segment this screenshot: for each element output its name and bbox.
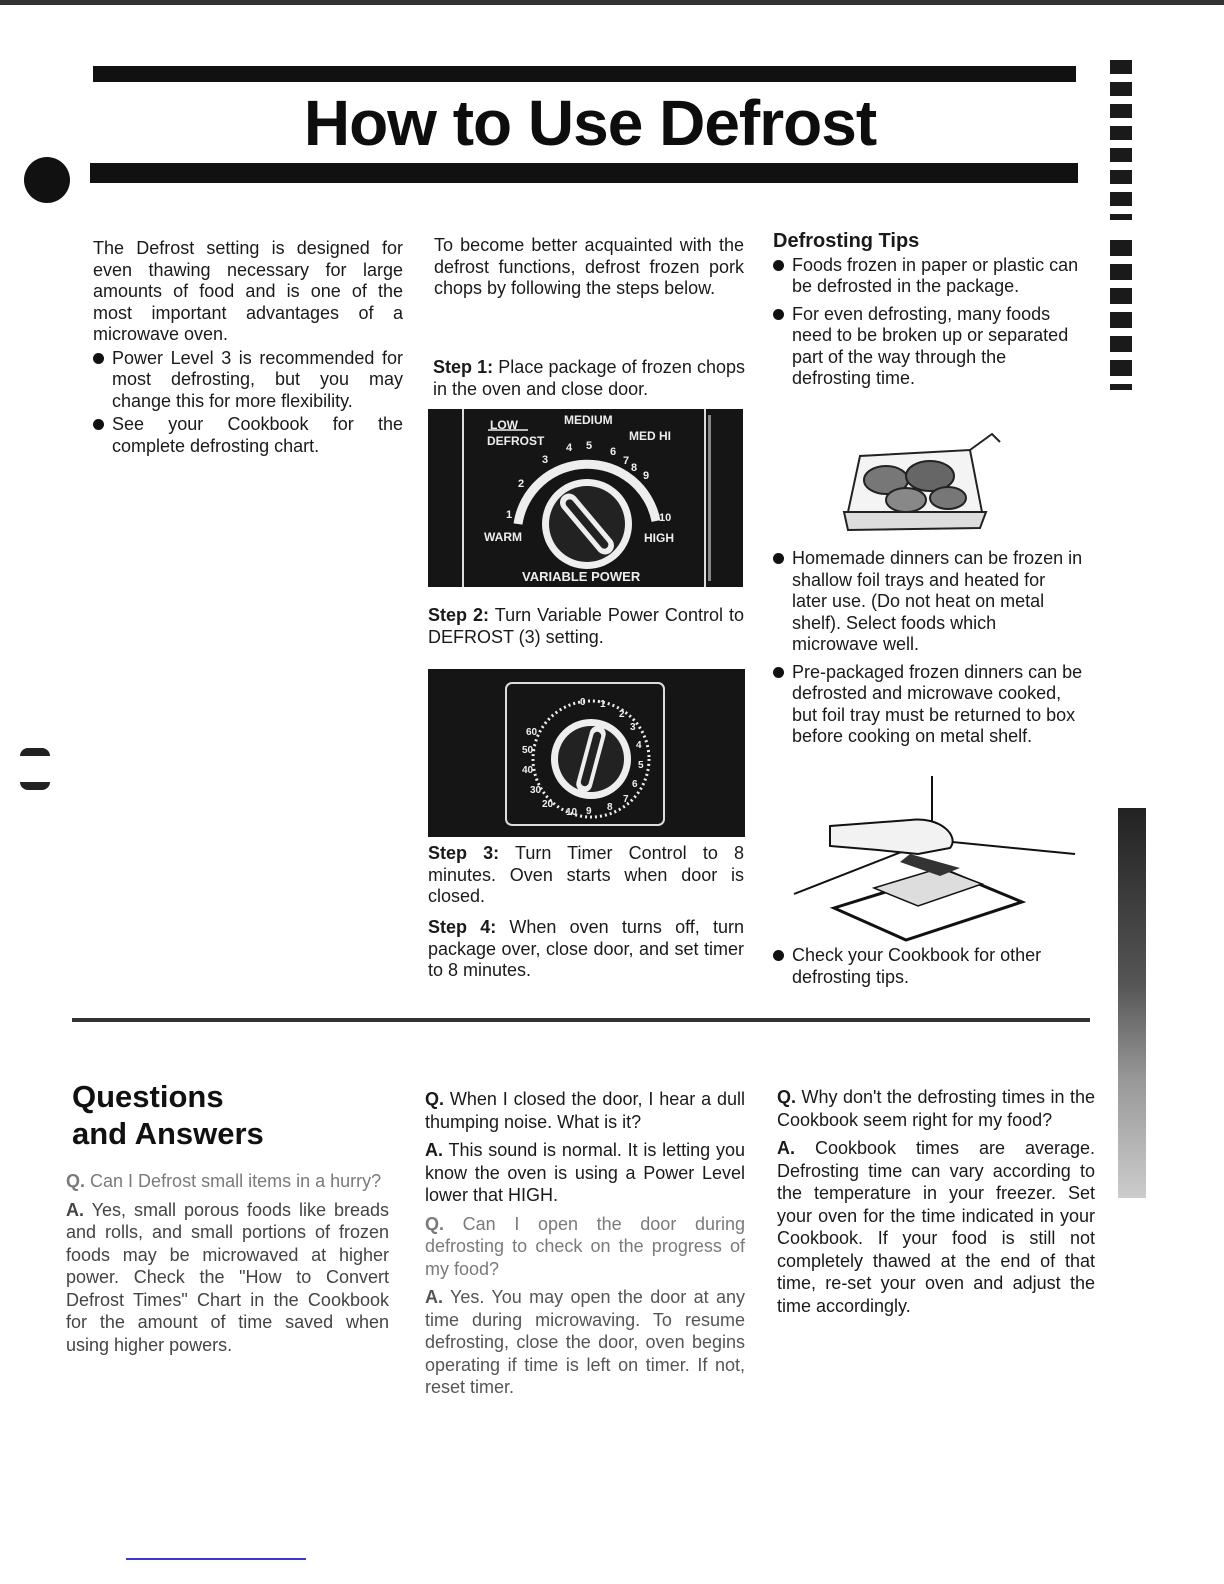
- qa-column-3: [777, 1086, 1095, 1323]
- bullet-icon: [93, 353, 104, 364]
- step-4-text: When oven turns off, turn package over, close door, and set timer to 8 minutes.: [428, 917, 744, 980]
- binder-mark: [20, 748, 50, 756]
- dial-number: 4: [566, 442, 573, 454]
- qa-a-prefix: A.: [66, 1199, 84, 1220]
- tips-bottom: [773, 548, 1083, 748]
- tip-item: [773, 255, 1083, 298]
- tips-final: [773, 945, 1083, 988]
- timer-number: 5: [638, 760, 644, 771]
- header-bar-top: [93, 66, 1076, 82]
- qa-column-2: [425, 1088, 745, 1405]
- timer-number: 20: [542, 799, 554, 810]
- dial-number: 5: [586, 440, 593, 452]
- steps-intro-text: To become better acquainted with the defrost functions, defrost frozen pork chops by following the steps below.: [434, 235, 744, 298]
- bullet-icon: [773, 553, 784, 564]
- qa-question-text: Why don't the defrosting times in the Cookbook seem right for my food?: [777, 1087, 1095, 1130]
- qa-answer-text: Cookbook times are average. Defrosting time can vary according to the temperature in your freezer. Set your oven for the time indicated in your Cookbook. If your food is still not completely thawed at the end of that time, re-set your oven and adjust the time accordingly.: [777, 1138, 1095, 1316]
- steps-intro: [434, 235, 744, 300]
- dial-number: 10: [659, 512, 672, 524]
- timer-number: 7: [623, 794, 629, 805]
- qa-q-prefix: Q.: [66, 1171, 86, 1191]
- dial-number: 8: [631, 462, 638, 474]
- timer-number: 2: [619, 709, 625, 720]
- tip-item: [773, 662, 1083, 748]
- intro-paragraph: The Defrost setting is designed for even thawing necessary for large amounts of food and is one of the most important advantages of a microwave oven.: [93, 238, 403, 344]
- tip-item: [773, 304, 1083, 390]
- step-1-text: Place package of frozen chops in the oven and close door.: [433, 357, 745, 399]
- qa-answer: [777, 1137, 1095, 1317]
- dial-number: 7: [623, 455, 630, 467]
- qa-question: [425, 1213, 745, 1281]
- section-divider: [72, 1018, 1090, 1022]
- bullet-icon: [773, 309, 784, 320]
- edge-tab-mark: [1110, 60, 1132, 220]
- edge-tab-mark: [1118, 808, 1146, 1198]
- timer-number: 10: [566, 807, 578, 818]
- variable-power-dial-illustration: [428, 409, 743, 587]
- qa-question-text: Can I Defrost small items in a hurry?: [90, 1171, 382, 1191]
- dial-label-med-hi: MED HI: [629, 429, 671, 443]
- timer-number: 40: [522, 765, 534, 776]
- intro-bullet-text: Power Level 3 is recommended for most defrosting, but you may change this for more flexibility.: [112, 347, 403, 411]
- qa-a-prefix: A.: [425, 1140, 443, 1160]
- dial-label-warm: WARM: [484, 530, 522, 544]
- page-title: How to Use Defrost: [303, 87, 877, 159]
- step-1-label: Step 1:: [433, 357, 494, 377]
- header-bar-bottom: [90, 163, 1078, 183]
- dial-number: 9: [643, 470, 650, 482]
- binder-mark: [20, 782, 50, 790]
- step-2-label: Step 2:: [428, 605, 490, 625]
- qa-a-prefix: A.: [777, 1138, 795, 1158]
- qa-answer: [425, 1139, 745, 1207]
- intro-bullet: [93, 348, 403, 413]
- step-2: [428, 605, 744, 648]
- dial-label-defrost: DEFROST: [487, 434, 545, 448]
- qa-answer-text: Yes, small porous foods like breads and rolls, and small portions of frozen foods may be microwaved at higher power. Check the "How to Convert Defrost Times" Chart in the Cookbook for the amount of time saved when using higher powers.: [66, 1199, 389, 1355]
- qa-question: [66, 1170, 389, 1193]
- pork-chops-tray-illustration: [842, 420, 1012, 542]
- timer-number: 30: [530, 785, 542, 796]
- timer-number: 1: [600, 699, 606, 710]
- dial-number: 3: [542, 454, 549, 466]
- bullet-icon: [773, 667, 784, 678]
- qa-question: [777, 1086, 1095, 1131]
- step-2-text: Turn Variable Power Control to DEFROST (3) setting.: [428, 605, 744, 647]
- edge-tab-mark: [1110, 240, 1132, 390]
- qa-answer: [66, 1199, 389, 1357]
- intro-bullet: [93, 414, 403, 457]
- qa-answer-text: This sound is normal. It is letting you know the oven is using a Power Level lower that HIGH.: [425, 1140, 745, 1205]
- dial-number: 2: [518, 478, 525, 490]
- qa-q-prefix: Q.: [777, 1087, 797, 1107]
- intro-column: [93, 238, 403, 457]
- top-edge-line: [0, 0, 1224, 5]
- step-3-text: Turn Timer Control to 8 minutes. Oven starts when door is closed.: [428, 843, 744, 906]
- qa-question-text: When I closed the door, I hear a dull thumping noise. What is it?: [425, 1089, 745, 1132]
- qa-question: [425, 1088, 745, 1133]
- qa-heading-line2: and Answers: [72, 1116, 264, 1151]
- tip-text: Foods frozen in paper or plastic can be defrosted in the package.: [792, 254, 1079, 296]
- tip-text: Homemade dinners can be frozen in shallow foil trays and heated for later use. (Do not heat on metal shelf). Select foods which microwave well.: [792, 548, 1083, 654]
- tip-text: Check your Cookbook for other defrosting tips.: [792, 945, 1042, 987]
- qa-heading-line1: Questions: [72, 1079, 224, 1114]
- timer-number: 60: [526, 727, 538, 738]
- timer-number: 0: [580, 697, 586, 708]
- qa-answer: [425, 1286, 745, 1399]
- qa-question-text: Can I open the door during defrosting to check on the progress of my food?: [425, 1213, 745, 1279]
- qa-a-prefix: A.: [425, 1287, 443, 1307]
- dial-label-high: HIGH: [644, 531, 674, 545]
- tip-item: [773, 945, 1083, 988]
- variable-power-dial-svg: [428, 409, 743, 587]
- tips-heading: Defrosting Tips: [773, 230, 920, 252]
- bottom-scan-line: [126, 1558, 306, 1560]
- frozen-dinner-hand-illustration: [790, 776, 1080, 944]
- qa-heading: [72, 1078, 264, 1152]
- qa-q-prefix: Q.: [425, 1089, 445, 1109]
- tip-text: Pre-packaged frozen dinners can be defrosted and microwave cooked, but foil tray must be returned to box before cooking on metal shelf.: [792, 661, 1083, 746]
- timer-number: 8: [607, 802, 613, 813]
- dial-number: 6: [610, 446, 617, 458]
- qa-answer-text: Yes. You may open the door at any time during microwaving. To resume defrosting, close the door, oven begins operating if time is left on timer. If not, reset timer.: [425, 1287, 745, 1397]
- step-3: [428, 843, 744, 908]
- binder-hole: [24, 157, 70, 203]
- intro-bullet-text: See your Cookbook for the complete defrosting chart.: [112, 414, 403, 456]
- dial-caption: VARIABLE POWER: [522, 569, 641, 584]
- timer-number: 9: [586, 806, 592, 817]
- dial-number: 1: [506, 509, 513, 521]
- tip-text: For even defrosting, many foods need to be broken up or separated part of the way through the defrosting time.: [792, 303, 1069, 388]
- bullet-icon: [773, 260, 784, 271]
- bullet-icon: [93, 419, 104, 430]
- timer-dial-illustration: [428, 669, 745, 837]
- timer-number: 4: [636, 740, 642, 751]
- timer-number: 50: [522, 745, 534, 756]
- dial-label-low: LOW: [490, 418, 518, 432]
- step-4-label: Step 4:: [428, 917, 497, 937]
- tips-top: [773, 231, 1083, 390]
- dial-label-medium: MEDIUM: [564, 413, 613, 427]
- timer-number: 3: [630, 722, 636, 733]
- tip-item: [773, 548, 1083, 656]
- timer-number: 6: [632, 779, 638, 790]
- bullet-icon: [773, 950, 784, 961]
- step-3-label: Step 3:: [428, 843, 500, 863]
- qa-q-prefix: Q.: [425, 1213, 445, 1234]
- qa-column-1: [66, 1170, 389, 1362]
- step-4: [428, 917, 744, 982]
- step-1: [433, 357, 745, 400]
- timer-dial-svg: [428, 669, 745, 837]
